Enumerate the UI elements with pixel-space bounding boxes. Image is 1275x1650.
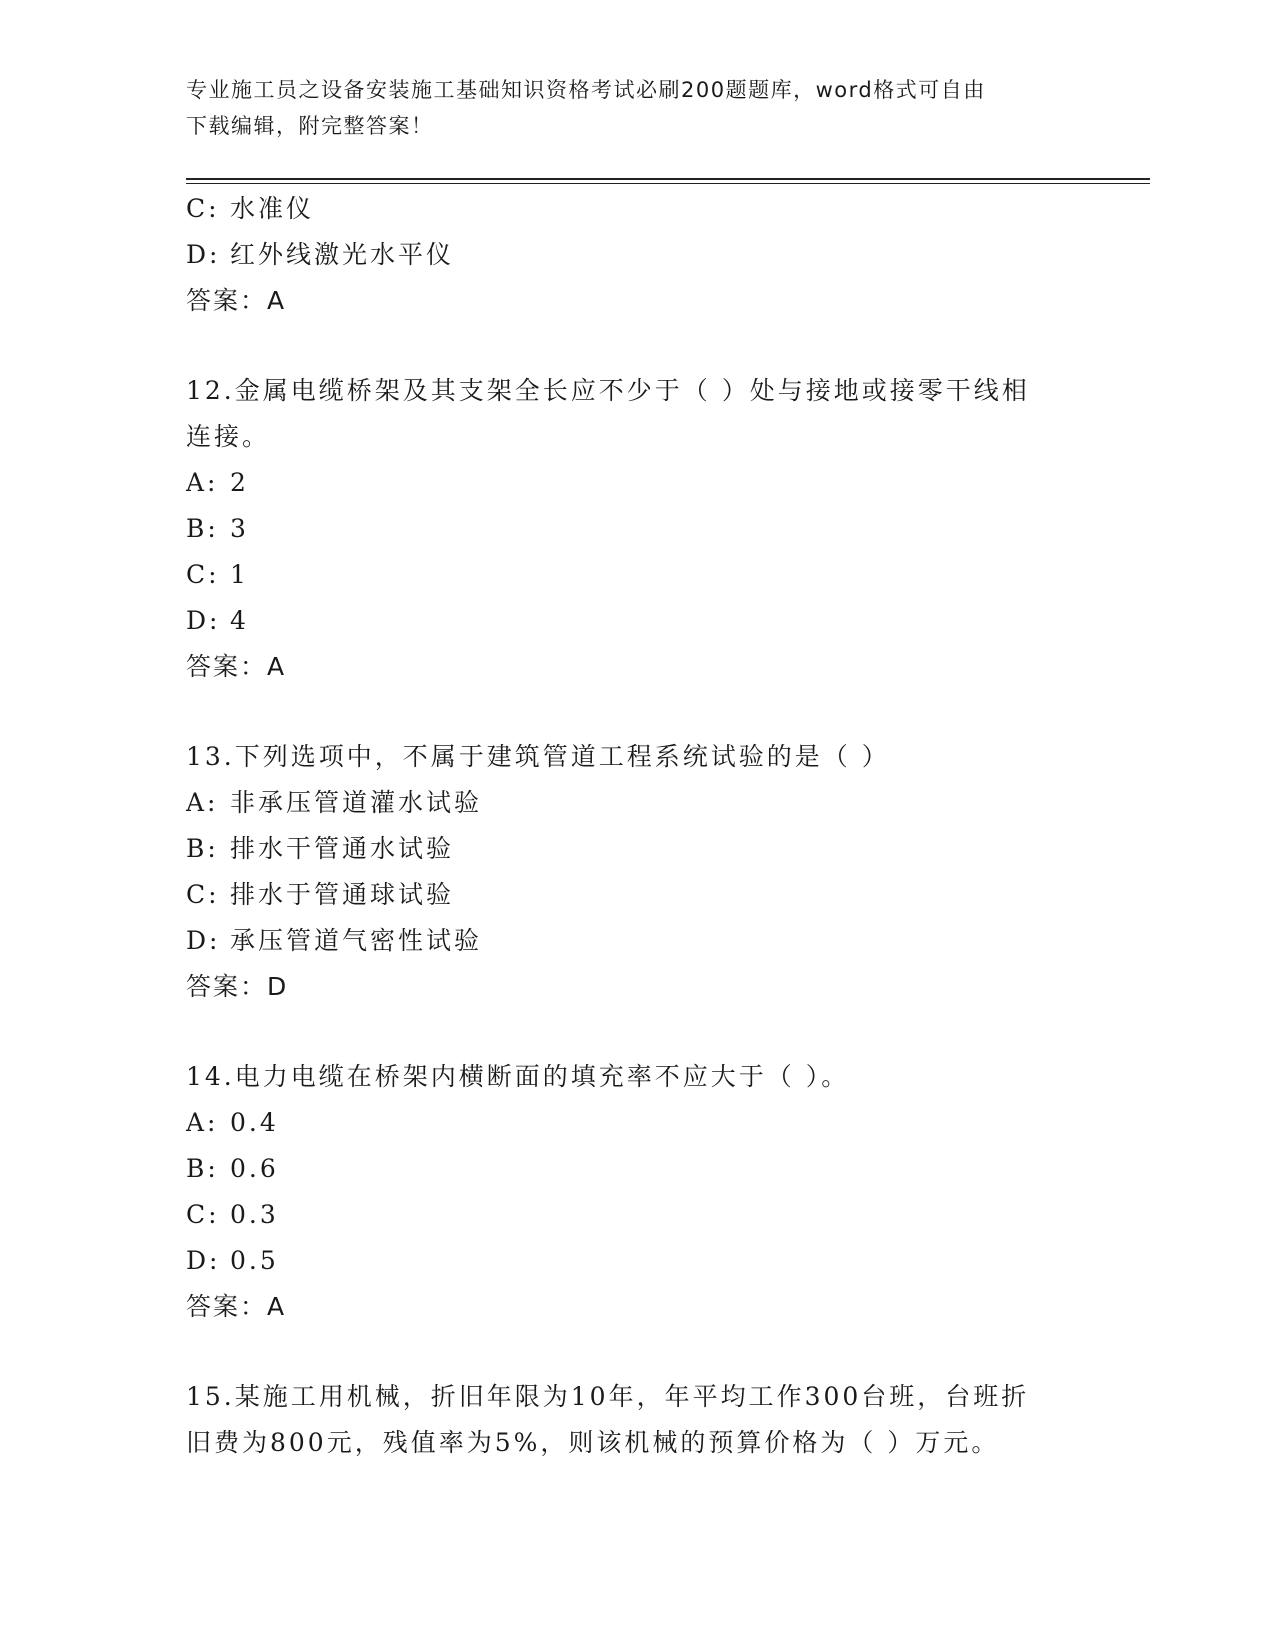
header-line-2: 下载编辑，附完整答案！ bbox=[186, 114, 434, 138]
option-d: D: 红外线激光水平仪 bbox=[186, 240, 455, 269]
answer: 答案：D bbox=[186, 972, 289, 1001]
question-15 bbox=[186, 1374, 1066, 1466]
option-c: C: 1 bbox=[186, 560, 249, 589]
option-b: B: 排水干管通水试验 bbox=[186, 834, 455, 863]
header-divider bbox=[186, 178, 1150, 180]
header-line-1: 专业施工员之设备安装施工基础知识资格考试必刷200题题库，word格式可自由 bbox=[186, 78, 986, 102]
option-a: A: 0.4 bbox=[186, 1108, 279, 1137]
option-a: A: 2 bbox=[186, 468, 249, 497]
question-12 bbox=[186, 368, 1066, 690]
option-d: D: 4 bbox=[186, 606, 249, 635]
question-14 bbox=[186, 1054, 1066, 1330]
option-d: D: 承压管道气密性试验 bbox=[186, 926, 483, 955]
option-b: B: 3 bbox=[186, 514, 249, 543]
option-c: C: 0.3 bbox=[186, 1200, 279, 1229]
option-a: A: 非承压管道灌水试验 bbox=[186, 788, 483, 817]
question-text: 15.某施工用机械，折旧年限为10年，年平均工作300台班，台班折 bbox=[186, 1382, 1030, 1411]
answer: 答案：A bbox=[186, 286, 287, 315]
option-d: D: 0.5 bbox=[186, 1246, 279, 1275]
question-13 bbox=[186, 734, 1066, 1010]
question-text-cont: 旧费为800元，残值率为5%，则该机械的预算价格为（ ）万元。 bbox=[186, 1428, 1000, 1457]
document-body bbox=[186, 186, 1066, 1466]
question-11-tail bbox=[186, 186, 1066, 324]
header-divider-thin bbox=[186, 183, 1150, 184]
option-b: B: 0.6 bbox=[186, 1154, 279, 1183]
question-text: 14.电力电缆在桥架内横断面的填充率不应大于（ ）。 bbox=[186, 1062, 850, 1091]
question-text: 12.金属电缆桥架及其支架全长应不少于（ ）处与接地或接零干线相 bbox=[186, 376, 1030, 405]
option-c: C: 水准仪 bbox=[186, 194, 315, 223]
question-text: 13.下列选项中，不属于建筑管道工程系统试验的是（ ） bbox=[186, 742, 890, 771]
answer: 答案：A bbox=[186, 1292, 287, 1321]
document-header bbox=[186, 72, 1066, 144]
option-c: C: 排水于管通球试验 bbox=[186, 880, 455, 909]
answer: 答案：A bbox=[186, 652, 287, 681]
question-text-cont: 连接。 bbox=[186, 422, 271, 451]
